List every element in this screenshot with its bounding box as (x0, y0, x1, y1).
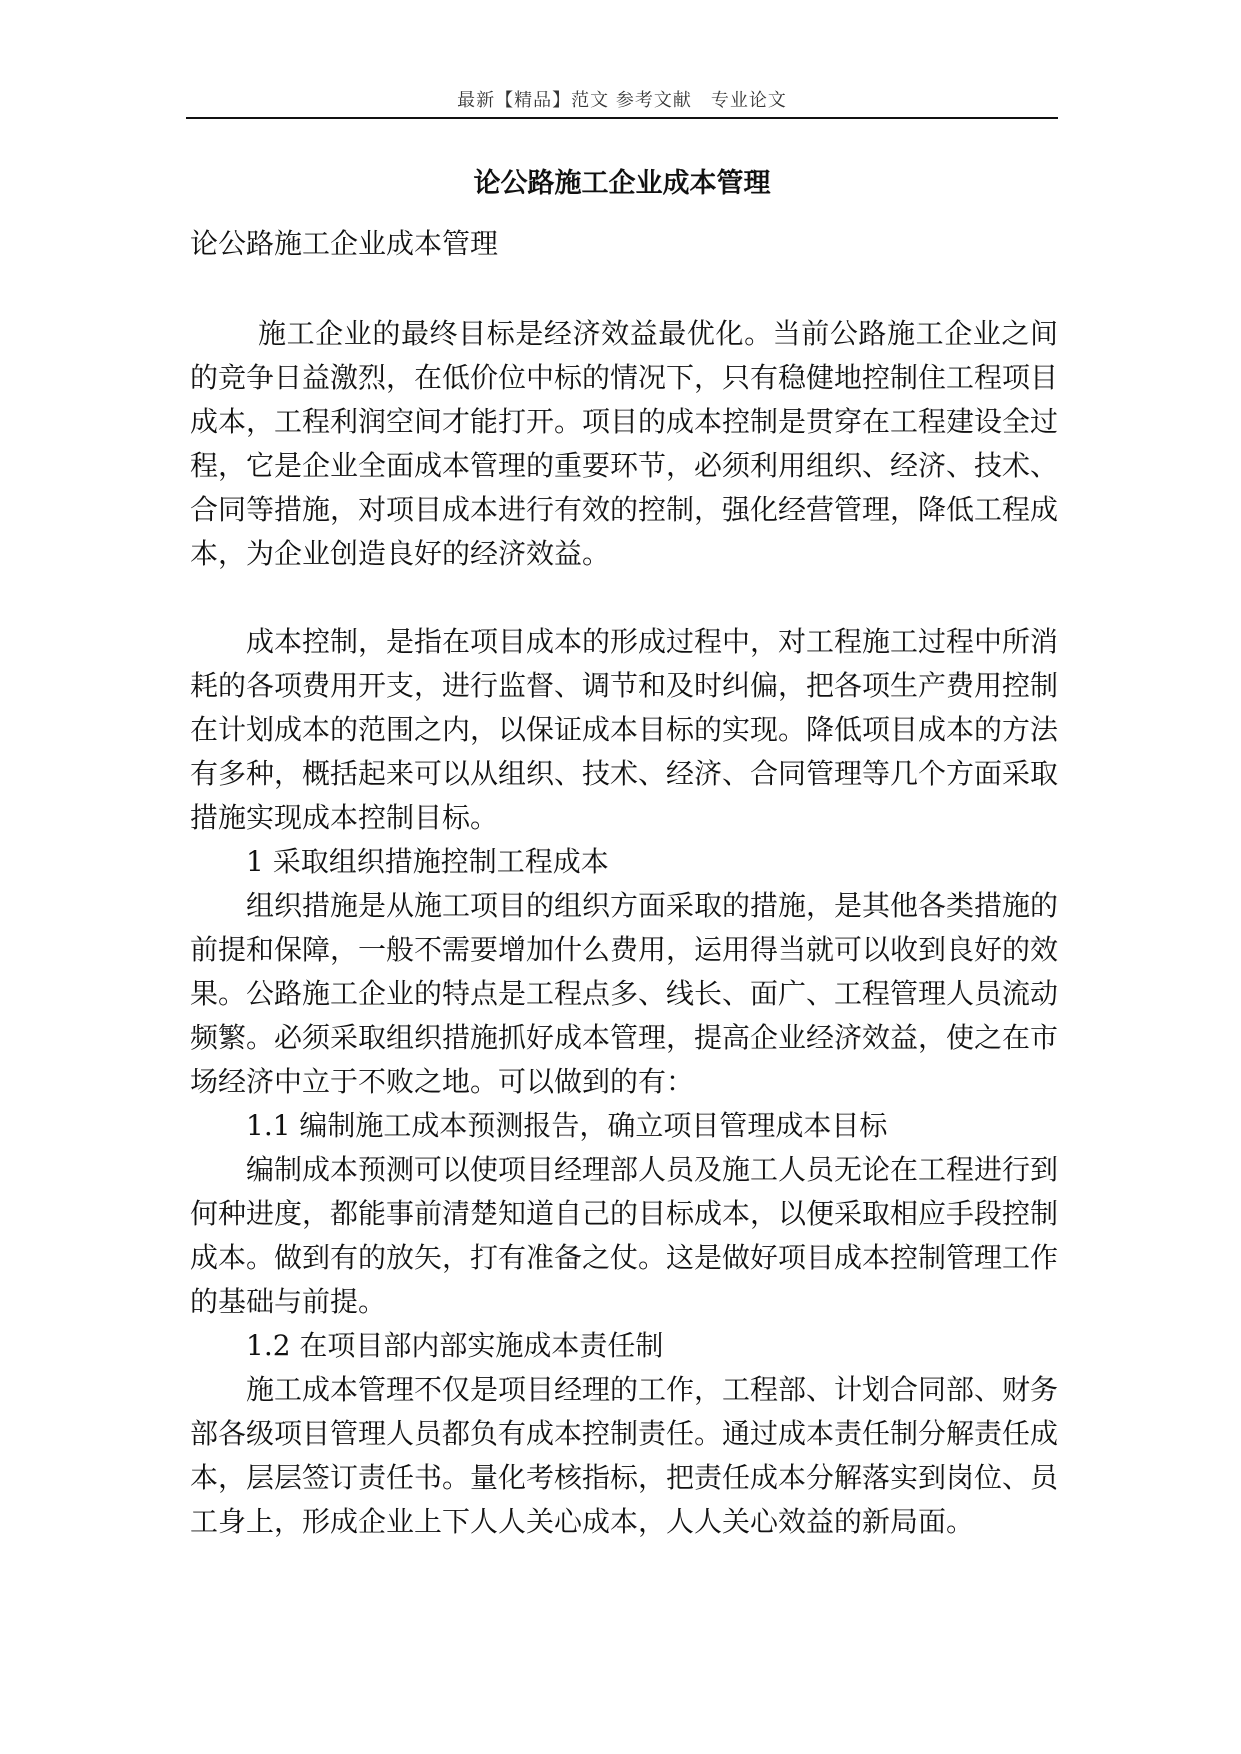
header-divider (186, 117, 1058, 119)
document-title: 论公路施工企业成本管理 (473, 168, 771, 199)
document-body (190, 312, 1058, 1544)
paragraph-organization: 组织措施是从施工项目的组织方面采取的措施，是其他各类措施的前提和保障，一般不需要增加什么费用，运用得当就可以收到良好的效果。公路施工企业的特点是工程点多、线长、面广、工程管理人员流动频繁。必须采取组织措施抓好成本管理，提高企业经济效益，使之在市场经济中立于不败之地。可以做到的有： (190, 889, 1059, 1098)
section-heading-1-2: 1.2 在项目部内部实施成本责任制 (246, 1329, 664, 1362)
paragraph-intro: 施工企业的最终目标是经济效益最优化。当前公路施工企业之间的竞争日益激烈，在低价位中标的情况下，只有稳健地控制住工程项目成本，工程利润空间才能打开。项目的成本控制是贯穿在工程建设全过程，它是企业全面成本管理的重要环节，必须利用组织、经济、技术、合同等措施，对项目成本进行有效的控制，强化经营管理，降低工程成本，为企业创造良好的经济效益。 (190, 317, 1059, 570)
page-header: 最新【精品】范文 参考文献 专业论文 (457, 90, 787, 111)
paragraph-responsibility: 施工成本管理不仅是项目经理的工作，工程部、计划合同部、财务部各级项目管理人员都负有成本控制责任。通过成本责任制分解责任成本，层层签订责任书。量化考核指标，把责任成本分解落实到岗位、员工身上，形成企业上下人人关心成本，人人关心效益的新局面。 (190, 1373, 1059, 1538)
document-subtitle: 论公路施工企业成本管理 (190, 227, 499, 260)
paragraph-cost-control: 成本控制，是指在项目成本的形成过程中，对工程施工过程中所消耗的各项费用开支，进行监督、调节和及时纠偏，把各项生产费用控制在计划成本的范围之内，以保证成本目标的实现。降低项目成本的方法有多种，概括起来可以从组织、技术、经济、合同管理等几个方面采取措施实现成本控制目标。 (190, 625, 1059, 834)
section-heading-1: 1 采取组织措施控制工程成本 (246, 845, 609, 878)
section-heading-1-1: 1.1 编制施工成本预测报告，确立项目管理成本目标 (246, 1109, 888, 1142)
paragraph-forecast: 编制成本预测可以使项目经理部人员及施工人员无论在工程进行到何种进度，都能事前清楚知道自己的目标成本，以便采取相应手段控制成本。做到有的放矢，打有准备之仗。这是做好项目成本控制管理工作的基础与前提。 (190, 1153, 1059, 1318)
